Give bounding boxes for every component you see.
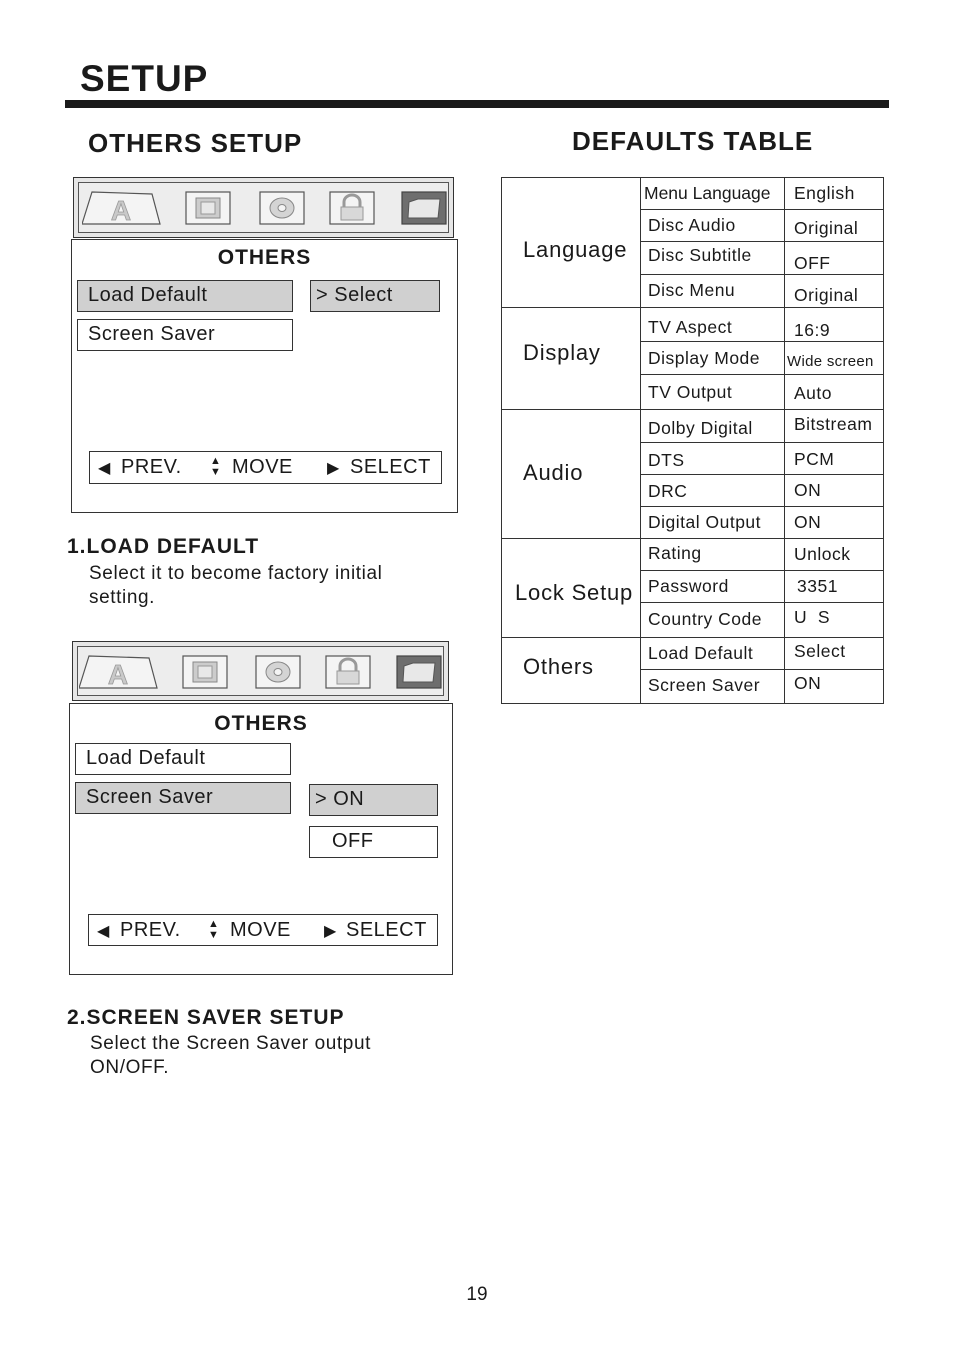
panel-title: OTHERS bbox=[217, 246, 312, 269]
value-cell: 16:9 bbox=[794, 320, 831, 340]
page-number: 19 bbox=[466, 1284, 488, 1305]
language-icon[interactable] bbox=[82, 188, 162, 228]
svg-text:A: A bbox=[107, 659, 129, 690]
step1-body: Select it to become factory initial setting. bbox=[89, 563, 383, 608]
category-lock-setup: Lock Setup bbox=[515, 580, 634, 605]
right-arrow-icon: ▶ bbox=[324, 923, 337, 940]
load-default-item[interactable]: Load Default bbox=[77, 280, 293, 312]
nav-bar bbox=[88, 914, 438, 946]
value-cell: Original bbox=[794, 285, 859, 305]
left-arrow-icon: ◀ bbox=[97, 923, 110, 940]
off-option[interactable]: OFF bbox=[309, 826, 438, 858]
lock-icon[interactable] bbox=[324, 654, 372, 690]
audio-disc-icon[interactable] bbox=[258, 190, 306, 226]
others-menu-panel bbox=[69, 703, 453, 975]
category-others: Others bbox=[523, 654, 594, 679]
up-down-arrow-icon: ▲ ▼ bbox=[210, 455, 222, 478]
up-down-arrow-icon: ▲ ▼ bbox=[208, 918, 220, 941]
defaults-table bbox=[501, 177, 884, 704]
select-option[interactable]: > Select bbox=[310, 280, 440, 312]
screen-saver-item[interactable]: Screen Saver bbox=[77, 319, 293, 351]
value-cell: Wide screen bbox=[787, 353, 874, 370]
prev-label: PREV. bbox=[120, 919, 181, 941]
value-cell: English bbox=[794, 183, 855, 203]
setting-cell: DTS bbox=[648, 450, 685, 470]
value-cell: U S bbox=[794, 607, 831, 627]
others-menu-panel bbox=[71, 239, 458, 513]
category-display: Display bbox=[523, 340, 601, 365]
value-cell: PCM bbox=[794, 449, 835, 469]
setting-cell: Dolby Digital bbox=[648, 418, 753, 438]
value-cell: Original bbox=[794, 218, 859, 238]
screen-saver-item[interactable]: Screen Saver bbox=[75, 782, 291, 814]
value-cell: Bitstream bbox=[794, 414, 873, 434]
select-label: SELECT bbox=[350, 456, 431, 478]
setting-cell: Disc Audio bbox=[648, 215, 736, 235]
nav-bar bbox=[89, 451, 442, 484]
setting-cell: Disc Subtitle bbox=[648, 245, 752, 265]
value-cell: ON bbox=[794, 512, 822, 532]
setting-cell: Screen Saver bbox=[648, 675, 761, 695]
setting-cell: TV Output bbox=[648, 382, 733, 402]
defaults-table-heading: DEFAULTS TABLE bbox=[572, 126, 814, 156]
move-label: MOVE bbox=[230, 919, 291, 941]
menu-tab-strip bbox=[73, 177, 454, 238]
value-cell: ON bbox=[794, 480, 822, 500]
step2-body: Select the Screen Saver output ON/OFF. bbox=[90, 1033, 371, 1078]
move-label: MOVE bbox=[232, 456, 293, 478]
svg-text:A: A bbox=[110, 195, 132, 226]
load-default-item[interactable]: Load Default bbox=[75, 743, 291, 775]
display-icon[interactable] bbox=[181, 654, 229, 690]
audio-disc-icon[interactable] bbox=[254, 654, 302, 690]
setting-cell: Rating bbox=[648, 543, 702, 563]
prev-label: PREV. bbox=[121, 456, 182, 478]
language-icon[interactable] bbox=[79, 652, 159, 692]
setting-cell: Display Mode bbox=[648, 348, 761, 368]
value-cell: Auto bbox=[794, 383, 832, 403]
on-option[interactable]: > ON bbox=[309, 784, 438, 816]
setting-cell: Digital Output bbox=[648, 512, 762, 532]
category-audio: Audio bbox=[523, 460, 584, 485]
select-label: SELECT bbox=[346, 919, 427, 941]
value-cell: Select bbox=[794, 641, 846, 661]
setting-cell: Load Default bbox=[648, 643, 754, 663]
display-icon[interactable] bbox=[184, 190, 232, 226]
step2-heading: 2.SCREEN SAVER SETUP bbox=[67, 1006, 345, 1029]
setting-cell: TV Aspect bbox=[648, 317, 733, 337]
value-cell: OFF bbox=[794, 253, 831, 273]
setting-cell: Country Code bbox=[648, 609, 762, 629]
menu-tab-strip bbox=[72, 641, 449, 701]
folder-icon[interactable] bbox=[395, 654, 443, 690]
page-title: SETUP bbox=[80, 58, 209, 99]
setting-cell: Disc Menu bbox=[648, 280, 736, 300]
category-language: Language bbox=[523, 237, 628, 262]
right-arrow-icon: ▶ bbox=[327, 460, 340, 477]
others-setup-heading: OTHERS SETUP bbox=[88, 128, 303, 158]
left-arrow-icon: ◀ bbox=[98, 460, 111, 477]
lock-icon[interactable] bbox=[328, 190, 376, 226]
step1-heading: 1.LOAD DEFAULT bbox=[67, 535, 260, 558]
folder-icon[interactable] bbox=[400, 190, 448, 226]
value-cell: 3351 bbox=[797, 576, 838, 596]
setting-cell: Password bbox=[648, 576, 729, 596]
value-cell: Unlock bbox=[794, 544, 851, 564]
value-cell: ON bbox=[794, 673, 822, 693]
panel-title: OTHERS bbox=[214, 712, 308, 735]
setting-cell: Menu Language bbox=[644, 183, 771, 203]
title-rule bbox=[65, 100, 889, 108]
setting-cell: DRC bbox=[648, 481, 688, 501]
